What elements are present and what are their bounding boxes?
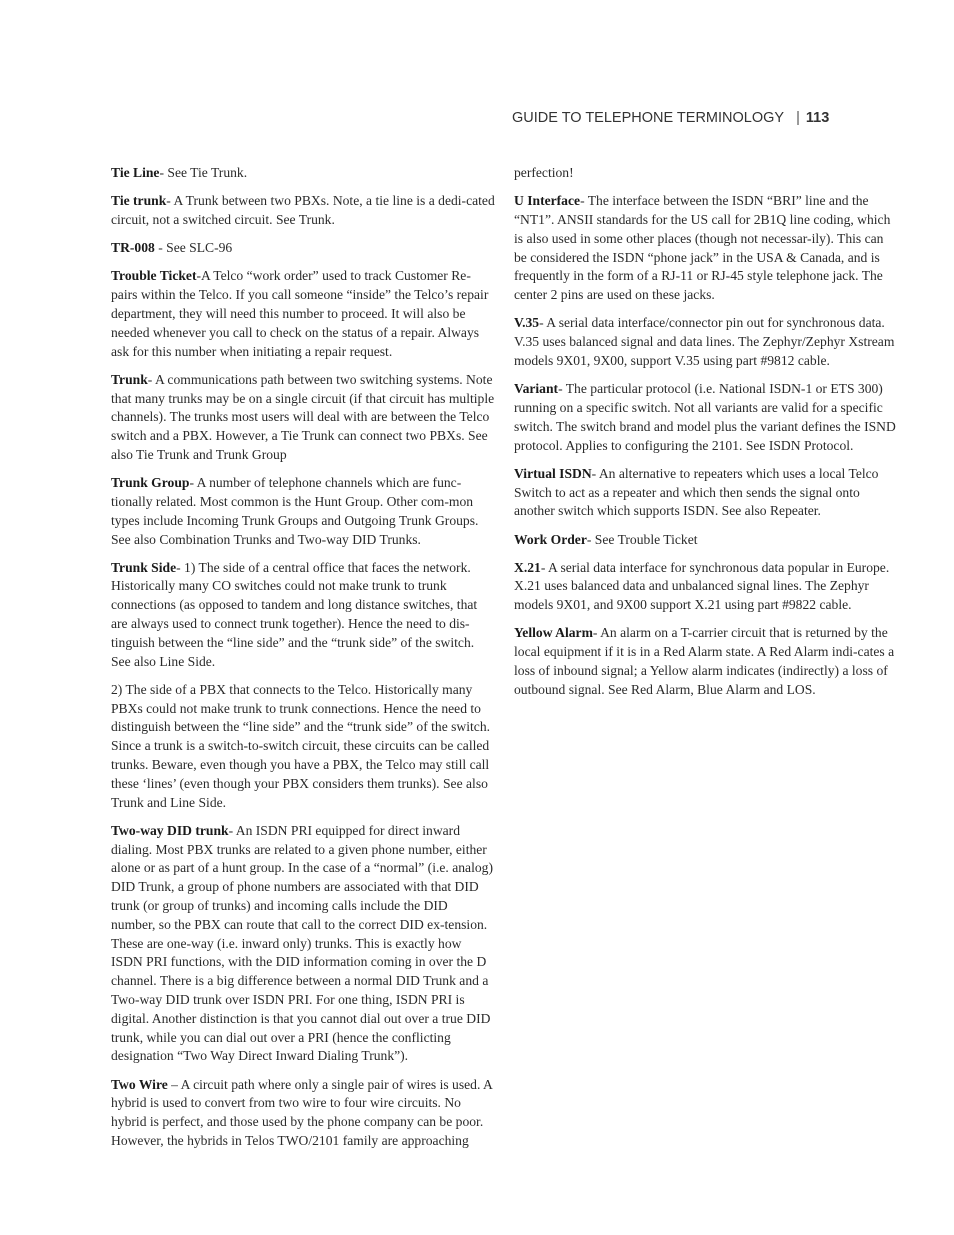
- entry-definition: - A serial data interface/connector pin out for synchronous data. V.35 uses balanced signal and data lines. The Zephyr/Zephyr Xstream models 9X01, 9X00, support V.35 using part #9812 cable.: [514, 315, 895, 368]
- entry-definition: - A serial data interface for synchronous data popular in Europe. X.21 uses balanced data and unbalanced signal lines. The Zephyr models 9X01, and 9X00 support X.21 using part #9822 cable.: [514, 559, 890, 613]
- entry-definition: - See Tie Trunk.: [159, 165, 248, 180]
- entry-definition: 2) The side of a PBX that connects to the Telco. Historically many PBXs could not make trunk to trunk connections. Hence the need to distinguish between the “line side” and the “trunk side” of the switch. Since a trunk is a switch-to-switch circuit, these circuits can be called trunks. Beware, even though you have a PBX, the Telco may still call these ‘lines’ (even though your PBX considers them trunks). See also Trunk and Line Side.: [111, 681, 491, 810]
- entry-term: Two Wire: [111, 1076, 168, 1092]
- left-column: [111, 164, 495, 1160]
- entry-definition: - An ISDN PRI equipped for direct inward dialing. Most PBX trunks are related to a given phone number, either alone or as part of a hunt group. In the case of a “normal” (i.e. analog) DID Trunk, a group of phone numbers are associated with that DID trunk (or group of trunks) and incoming calls include the DID number, so the PBX can route that call to the correct DID ex-tension. These are one-way (i.e. inward only) trunks. This is exactly how ISDN PRI functions, with the DID information coming in over the D channel. There is a big difference between a normal DID Trunk and a Two-way DID trunk over ISDN PRI. For one thing, ISDN PRI is digital. Another distinction is that you cannot dial out over a true DID trunk, while you can dial out over a PRI (hence the conflicting designation “Two Way Direct Inward Dialing Trunk”).: [111, 822, 493, 1064]
- right-column: [514, 164, 898, 709]
- entry-term: Tie trunk: [111, 193, 167, 209]
- entry-term: Yellow Alarm: [514, 625, 593, 641]
- glossary-entry: [111, 371, 495, 465]
- glossary-entry: [514, 192, 898, 305]
- glossary-entry-continuation: [111, 681, 495, 813]
- entry-definition: perfection!: [514, 165, 574, 180]
- entry-definition: - See SLC-96: [154, 240, 233, 256]
- glossary-entry: [514, 559, 898, 615]
- glossary-entry: [111, 822, 495, 1066]
- entry-term: Work Order: [514, 531, 587, 547]
- running-header: [512, 110, 832, 126]
- header-separator: |: [796, 110, 800, 126]
- entry-definition: – A circuit path where only a single pair of wires is used. A hybrid is used to convert from two wire to four wire circuits. No hybrid is perfect, and those used by the phone company can be poor. However, the hybrids in Telos TWO/2101 family are approaching: [111, 1076, 493, 1148]
- glossary-entry-continuation: [514, 164, 898, 183]
- entry-definition: - See Trouble Ticket: [586, 531, 698, 547]
- glossary-entry: [111, 192, 495, 230]
- glossary-entry: [514, 380, 898, 455]
- entry-definition: - A Trunk between two PBXs. Note, a tie line is a dedi-cated circuit, not a switched circuit. See Trunk.: [111, 193, 495, 227]
- entry-term: TR-008: [111, 240, 155, 256]
- entry-definition: - The interface between the ISDN “BRI” line and the “NT1”. ANSII standards for the US call for 2B1Q line coding, which is also used in some other places (though not necessar-ily). This can be considered the ISDN “phone jack” in the USA & Canada, and is frequently in the form of a RJ-11 or RJ-45 style telephone jack. The center 2 pins are used on these jacks.: [514, 193, 891, 303]
- entry-definition: - A number of telephone channels which are func-tionally related. Most common is the Hunt Group. Other com-mon types include Incoming Trunk Groups and Outgoing Trunk Groups. See also Combination Trunks and Two-way DID Trunks.: [111, 475, 479, 547]
- entry-definition: - A communications path between two switching systems. Note that many trunks may be on a single circuit (if that circuit has multiple channels). The trunks most users will deal with are between the Telco switch and a PBX. However, a Tie Trunk can connect two PBXs. See also Tie Trunk and Trunk Group: [111, 371, 495, 462]
- entry-definition: - An alternative to repeaters which uses a local Telco Switch to act as a repeater and which then sends the signal onto another switch which supports ISDN. See also Repeater.: [514, 465, 879, 519]
- glossary-entry: [514, 624, 898, 699]
- entry-term: X.21: [514, 559, 541, 575]
- entry-term: Trunk Side: [111, 559, 177, 575]
- entry-term: Trouble Ticket: [111, 268, 197, 284]
- entry-definition: - 1) The side of a central office that faces the network. Historically many CO switches could not make trunk to trunk connections (as opposed to tandem and long distance switches, that are always used to connect trunk together). Hence the need to dis-tinguish between the “line side” and the “trunk side” of the switch. See also Line Side.: [111, 559, 478, 669]
- entry-term: U Interface: [514, 193, 581, 209]
- entry-definition: -A Telco “work order” used to track Customer Re-pairs within the Telco. If you call someone “inside” the Telco’s repair department, they will need this number to proceed. It will also be needed whenever you call to check on the status of a repair. Always ask for this number when initiating a repair request.: [111, 268, 489, 359]
- glossary-entry: [111, 474, 495, 549]
- entry-term: Trunk Group: [111, 475, 190, 491]
- header-title: GUIDE TO TELEPHONE TERMINOLOGY: [512, 110, 785, 126]
- entry-term: Variant: [514, 381, 559, 397]
- glossary-entry: [514, 465, 898, 521]
- glossary-entry: [514, 531, 898, 550]
- glossary-entry: [111, 1076, 495, 1151]
- entry-definition: - An alarm on a T-carrier circuit that is returned by the local equipment if it is in a Red Alarm state. A Red Alarm indi-cates a loss of inbound signal; a Yellow alarm indicates (indirectly) a loss of outbound signal. See Red Alarm, Blue Alarm and LOS.: [514, 625, 895, 697]
- glossary-entry: [111, 239, 495, 258]
- glossary-entry: [111, 559, 495, 672]
- page-number: 113: [805, 110, 830, 126]
- entry-term: V.35: [514, 315, 540, 331]
- entry-term: Tie Line: [111, 165, 160, 180]
- glossary-entry: [111, 164, 495, 183]
- entry-definition: - The particular protocol (i.e. National ISDN-1 or ETS 300) running on a specific switch. Not all variants are valid for a specific switch. The switch brand and model plus the variant defines the ISND protocol. Applies to configuring the 2101. See ISDN Protocol.: [514, 381, 896, 453]
- entry-term: Virtual ISDN: [514, 465, 592, 481]
- glossary-entry: [514, 314, 898, 370]
- entry-term: Trunk: [111, 371, 148, 387]
- entry-term: Two-way DID trunk: [111, 822, 229, 838]
- glossary-entry: [111, 267, 495, 361]
